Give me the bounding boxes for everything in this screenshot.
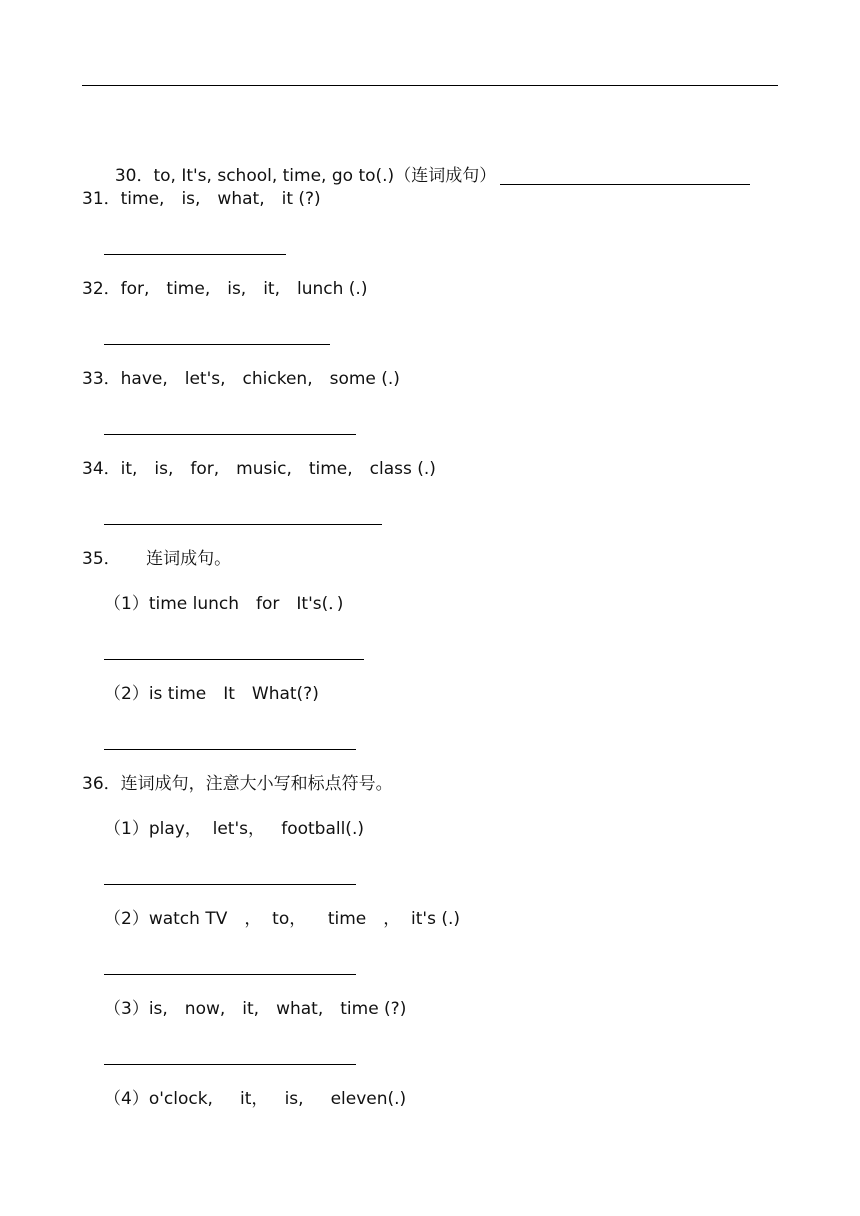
question-31: 31．time, is, what, it (?) bbox=[82, 189, 321, 209]
question-30 bbox=[104, 143, 750, 187]
question-36-2: （2）watch TV ， to， time ， it's (.) bbox=[104, 909, 461, 929]
answer-blank-30[interactable] bbox=[500, 184, 750, 185]
question-30-text: 30．to, It's, school, time, go to(.)（连词成句） bbox=[114, 166, 497, 186]
answer-blank-31[interactable] bbox=[104, 254, 286, 255]
question-33: 33．have, let's, chicken, some (.) bbox=[82, 369, 400, 389]
answer-blank-34[interactable] bbox=[104, 524, 382, 525]
question-35: 35． 连词成句。 bbox=[82, 549, 232, 569]
answer-blank-35-1[interactable] bbox=[104, 659, 364, 660]
question-32: 32．for, time, is, it, lunch (.) bbox=[82, 279, 368, 299]
question-34: 34．it, is, for, music, time, class (.) bbox=[82, 459, 436, 479]
question-35-2: （2）is time It What(?) bbox=[104, 684, 319, 704]
answer-blank-32[interactable] bbox=[104, 344, 330, 345]
question-36: 36．连词成句，注意大小写和标点符号。 bbox=[82, 774, 393, 794]
question-35-1: （1）time lunch for It's(．) bbox=[104, 594, 344, 614]
answer-blank-36-1[interactable] bbox=[104, 884, 356, 885]
question-36-4: （4）o'clock, it， is, eleven(.) bbox=[104, 1089, 407, 1109]
answer-blank-36-2[interactable] bbox=[104, 974, 356, 975]
answer-blank-36-3[interactable] bbox=[104, 1064, 356, 1065]
question-36-1: （1）play， let's， football(.) bbox=[104, 819, 364, 839]
question-36-3: （3）is, now, it, what, time (?) bbox=[104, 999, 407, 1019]
answer-blank-33[interactable] bbox=[104, 434, 356, 435]
header-rule bbox=[82, 85, 778, 86]
answer-blank-35-2[interactable] bbox=[104, 749, 356, 750]
